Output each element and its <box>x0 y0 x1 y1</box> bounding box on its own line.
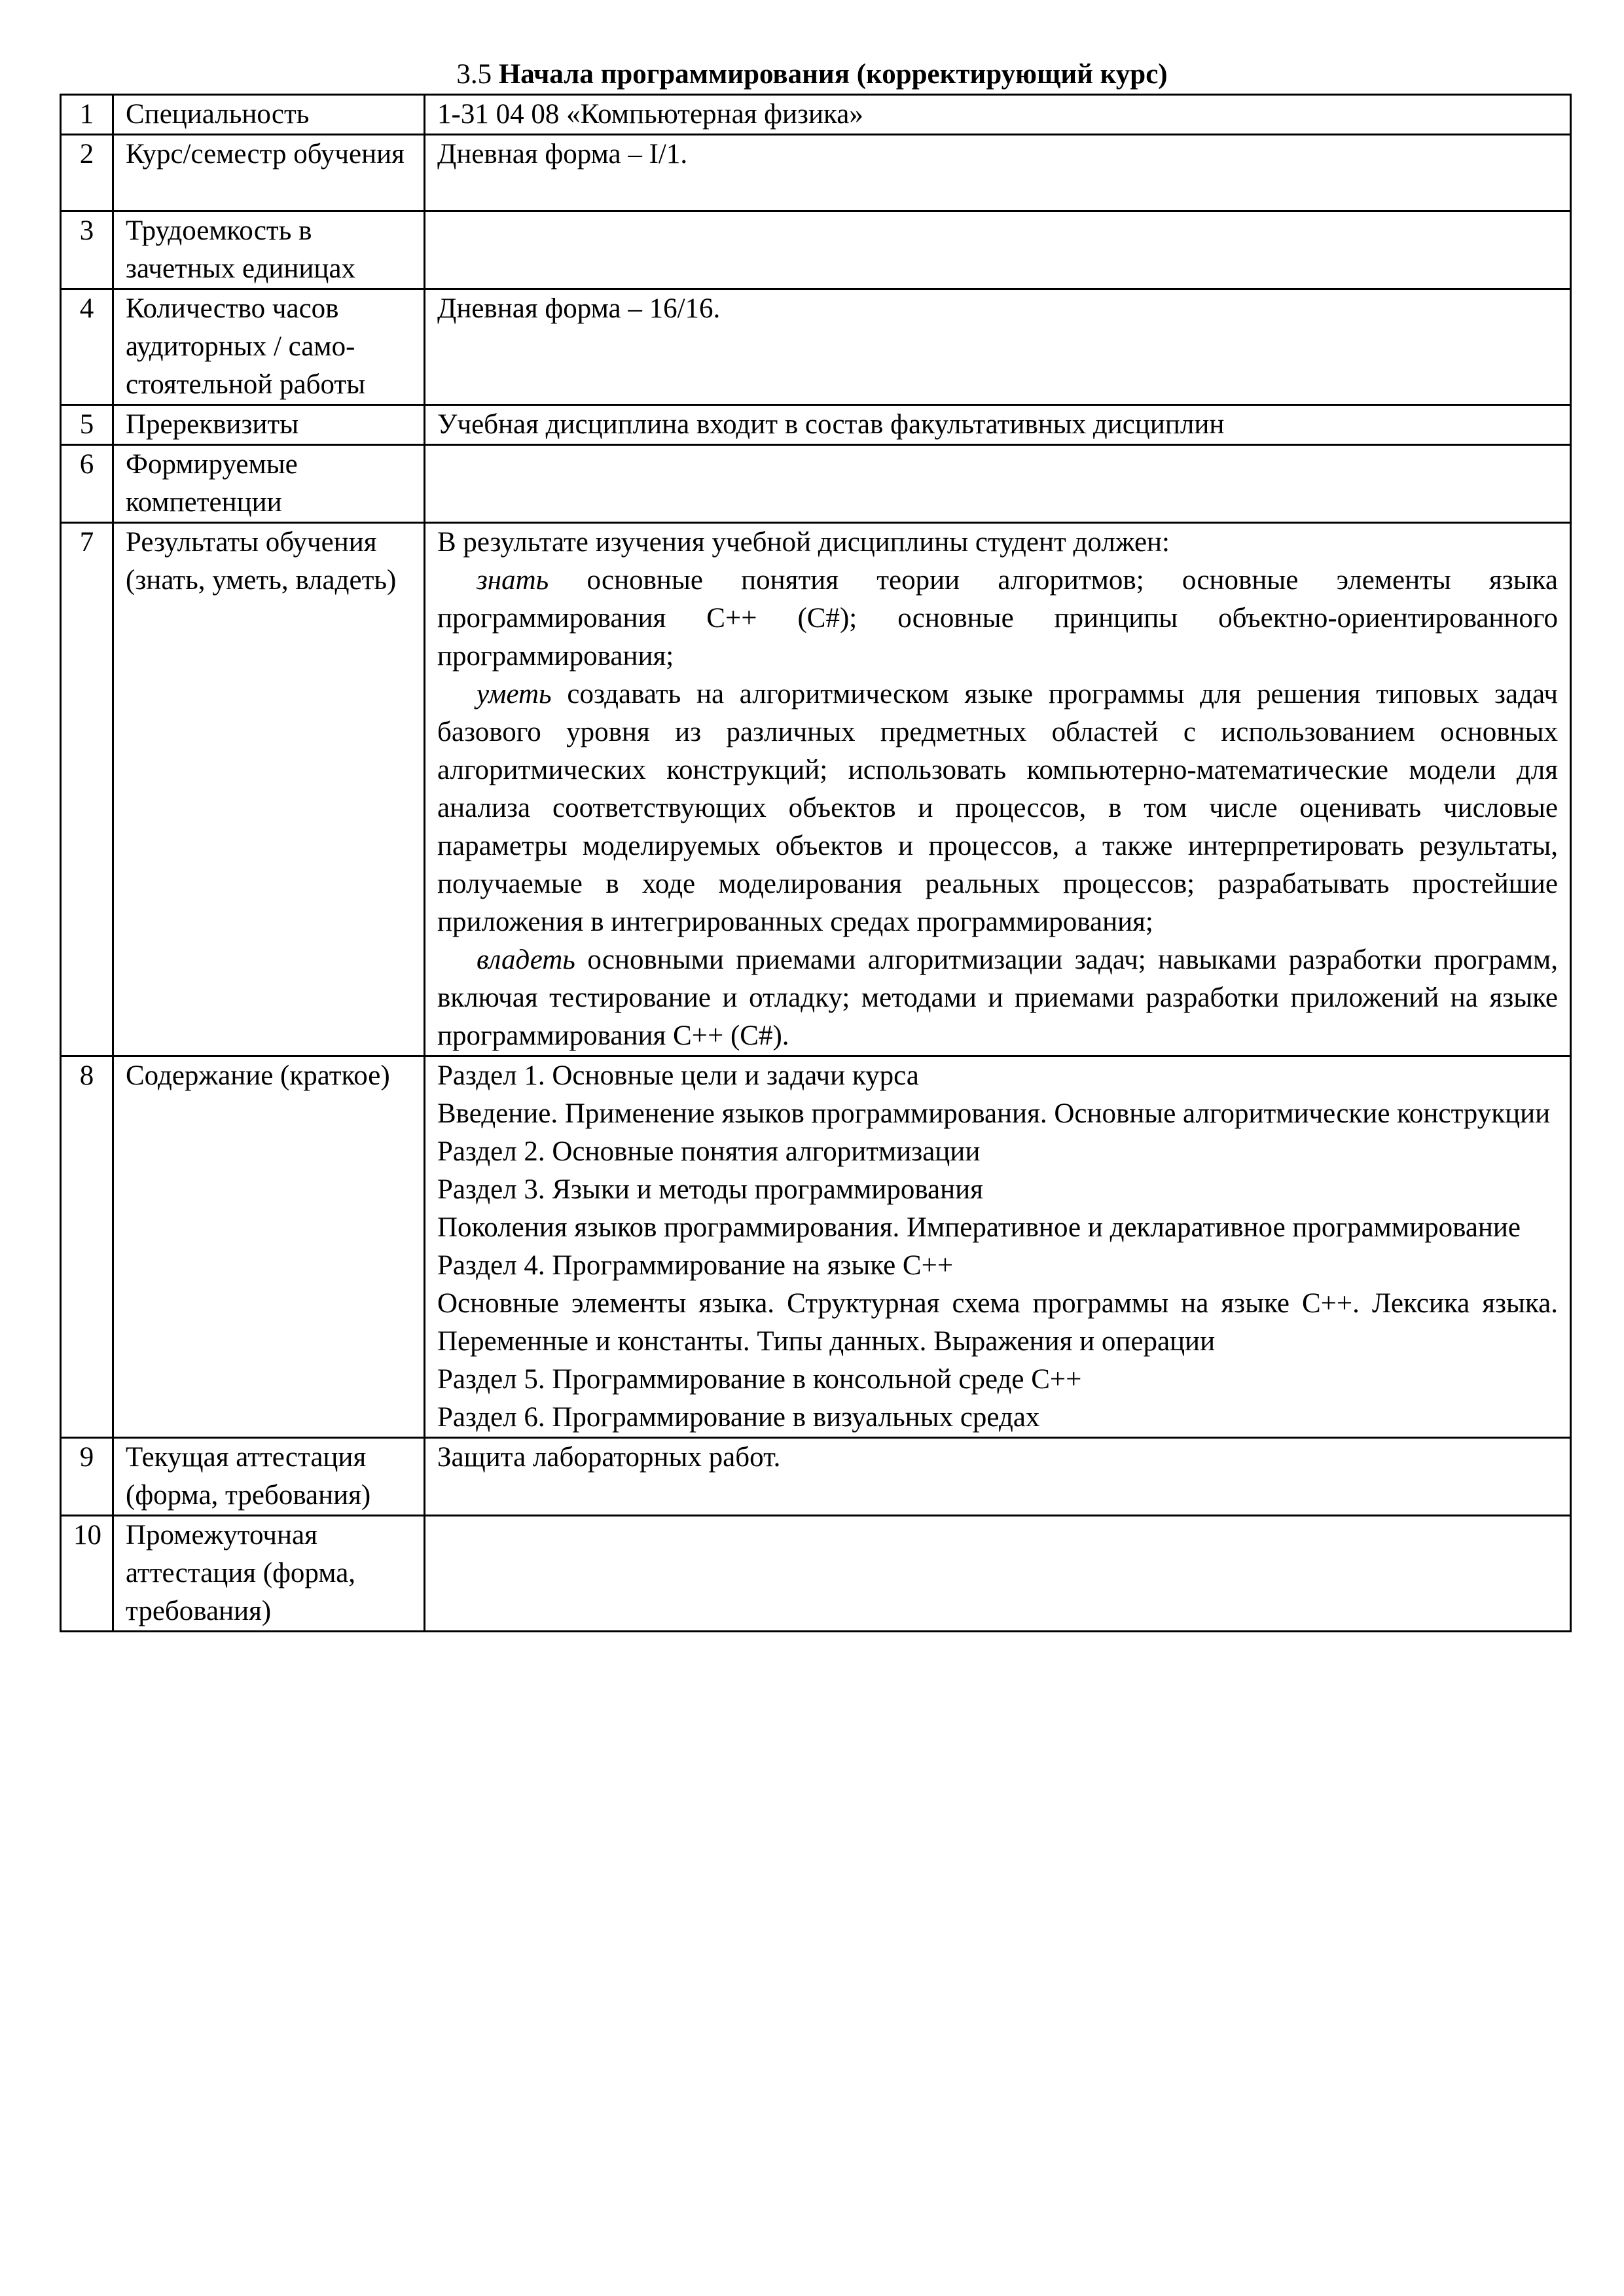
row-value <box>425 445 1571 523</box>
row-number: 8 <box>61 1056 113 1438</box>
content-summary <box>425 1056 1571 1438</box>
page-title <box>0 55 1624 94</box>
content-line: Раздел 6. Программирование в визуальных средах <box>437 1402 1040 1433</box>
own-text: основными приемами алгоритмизации задач; навыками разработки программ, включая тестирование и отладку; методами и приемами разработки приложений на языке программирования С++ (С#). <box>437 944 1558 1051</box>
row-number: 6 <box>61 445 113 523</box>
row-number: 9 <box>61 1438 113 1516</box>
know-term: знать <box>477 565 549 596</box>
content-line: Раздел 4. Программирование на языке С++ <box>437 1250 954 1281</box>
row-number: 10 <box>61 1516 113 1632</box>
content-line: Раздел 3. Языки и методы программирования <box>437 1174 983 1205</box>
content-line: Раздел 2. Основные понятия алгоритмизации <box>437 1136 981 1167</box>
table-row <box>61 1056 1571 1438</box>
row-number: 1 <box>61 95 113 135</box>
row-label: Трудоемкость в зачетных единицах <box>113 211 425 289</box>
row-value: Защита лабораторных работ. <box>425 1438 1571 1516</box>
can-text: создавать на алгоритмическом языке программы для решения типовых задач базового уровня из различных предметных областей с использованием основных алгоритмических конструкций; использовать компьютерно-математические модели для анализа соответствующих объектов и процессов, в том числе оценивать числовые параметры моделируемых объектов и процессов, а также интерпретировать результаты, получаемые в ходе моделирования реальных процессов; разрабатывать простейшие приложения в интегрированных средах программирования; <box>437 679 1558 937</box>
outcome-know <box>437 562 1558 675</box>
row-label: Содержание (краткое) <box>113 1056 425 1438</box>
table-row <box>61 289 1571 405</box>
table-row <box>61 405 1571 445</box>
row-label: Формируемые компетенции <box>113 445 425 523</box>
table-row <box>61 523 1571 1056</box>
section-title: Начала программирования (корректирующий курс) <box>498 59 1168 90</box>
content-line: Введение. Применение языков программирования. Основные алгоритмические конструкции <box>437 1098 1551 1129</box>
row-number: 4 <box>61 289 113 405</box>
section-number: 3.5 <box>456 59 492 90</box>
table-row <box>61 1438 1571 1516</box>
table-row <box>61 1516 1571 1632</box>
table-row <box>61 135 1571 211</box>
row-label: Специальность <box>113 95 425 135</box>
can-term: уметь <box>477 679 552 709</box>
row-label: Курс/семестр обучения <box>113 135 425 211</box>
content-line: Раздел 5. Программирование в консольной среде С++ <box>437 1364 1082 1395</box>
outcome-own <box>437 941 1558 1055</box>
own-term: владеть <box>477 944 575 975</box>
outcome-can <box>437 675 1558 941</box>
table-row <box>61 445 1571 523</box>
row-value: 1-31 04 08 «Компьютерная физика» <box>425 95 1571 135</box>
content-line: Поколения языков программирования. Императивное и декларативное программирование <box>437 1212 1521 1243</box>
table-row <box>61 211 1571 289</box>
row-number: 2 <box>61 135 113 211</box>
know-text: основные понятия теории алгоритмов; основные элементы языка программирования С++ (С#); основные принципы объектно-ориентированного программирования; <box>437 565 1558 672</box>
row-label: Пререквизиты <box>113 405 425 445</box>
row-value <box>425 1516 1571 1632</box>
learning-outcomes <box>425 523 1571 1056</box>
row-label: Количество часов аудиторных / само-стоятельной работы <box>113 289 425 405</box>
syllabus-table <box>60 94 1572 1632</box>
outcomes-intro: В результате изучения учебной дисциплины студент должен: <box>437 527 1170 558</box>
row-value <box>425 211 1571 289</box>
row-value: Учебная дисциплина входит в состав факультативных дисциплин <box>425 405 1571 445</box>
row-label: Промежуточная аттестация (форма, требования) <box>113 1516 425 1632</box>
row-number: 5 <box>61 405 113 445</box>
row-label: Текущая аттестация (форма, требования) <box>113 1438 425 1516</box>
table-row <box>61 95 1571 135</box>
row-value: Дневная форма – 16/16. <box>425 289 1571 405</box>
row-number: 3 <box>61 211 113 289</box>
row-value: Дневная форма – I/1. <box>425 135 1571 211</box>
row-number: 7 <box>61 523 113 1056</box>
row-label: Результаты обучения (знать, уметь, владеть) <box>113 523 425 1056</box>
content-line: Основные элементы языка. Структурная схема программы на языке С++. Лексика языка. Переменные и константы. Типы данных. Выражения и операции <box>437 1288 1558 1357</box>
content-line: Раздел 1. Основные цели и задачи курса <box>437 1060 919 1091</box>
